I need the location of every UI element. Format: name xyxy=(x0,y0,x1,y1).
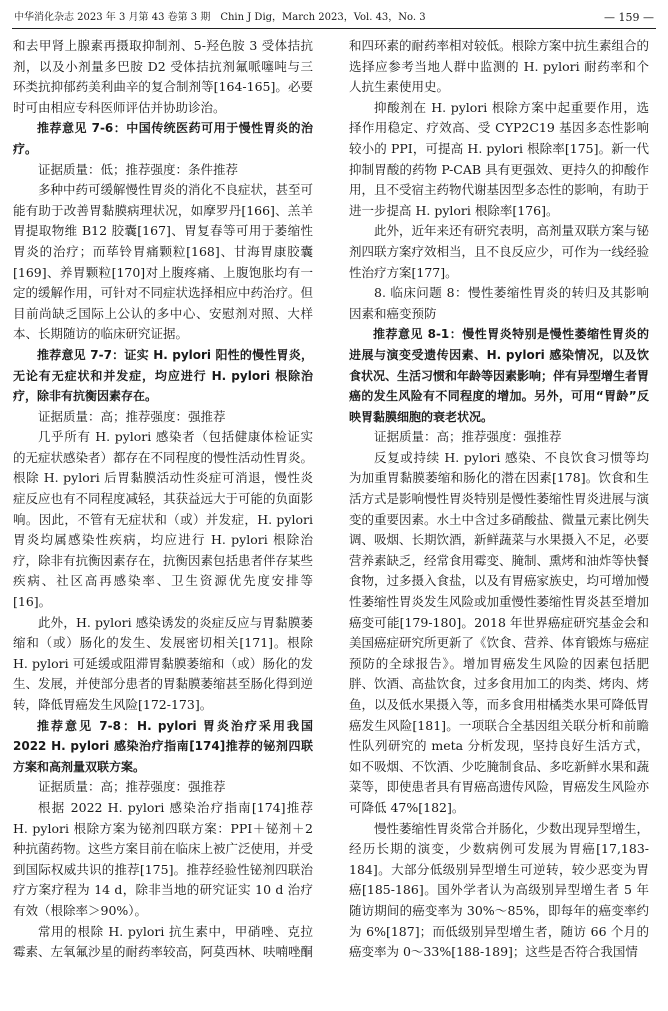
paragraph: 慢性萎缩性胃炎常合并肠化，少数出现异型增生，经历长期的演变，少数病例可发展为胃癌[17,183-184]。大部分低级别异型增生可逆转，较少恶变为胃癌[185-186]。国外学者认为高级别异型增生者 5 年随访期间的癌变率为 30%～85%，即每年的癌变率约为 6%[187]；而低级别异型增生者，随访 66 个月的癌变率为 0～33%[188-189]；这些是否符合我国情 xyxy=(349,820,650,960)
evidence-line: 证据质量：高；推荐强度：强推荐 xyxy=(38,408,226,424)
paragraph: 和去甲肾上腺素再摄取抑制剂、5-羟色胺 3 受体拮抗剂，以及小剂量多巴胺 D2 受体拮抗剂氟哌噻吨与三环类抗抑郁药美利曲辛的复合制剂等[164-165]。必要时可由相应专科医师评估并协助诊治。 xyxy=(13,38,313,115)
evidence-line: 证据质量：高；推荐强度：强推荐 xyxy=(38,779,226,795)
paragraph: 此外，H. pylori 感染诱发的炎症反应与胃黏膜萎缩和（或）肠化的发生、发展密切相关[171]。根除 H. pylori 可延缓或阻滞胃黏膜萎缩和（或）肠化的发生、发展，并使部分患者的胃黏膜萎缩甚至肠化得到逆转，降低胃癌发生风险[172-173]。 xyxy=(13,614,314,712)
evidence-line: 证据质量：高；推荐强度：强推荐 xyxy=(374,429,562,445)
section-heading: 8. 临床问题 8：慢性萎缩性胃炎的转归及其影响因素和癌变预防 xyxy=(349,285,649,321)
left-column xyxy=(13,36,313,963)
running-header xyxy=(12,8,656,29)
paragraph: 几乎所有 H. pylori 感染者（包括健康体检证实的无症状感染者）都存在不同程度的慢性活动性胃炎。根除 H. pylori 后胃黏膜活动性炎症可消退，慢性炎症反应也有不同程度减轻，其获益远大于可能的负面影响。因此，不管有无症状和（或）并发症，H. pylori 胃炎均属感染性疾病，均应进行 H. pylori 根除治疗，除非有抗衡因素存在，抗衡因素包括患者伴存某些疾病、社区高再感染率、卫生资源优先度安排等[16]。 xyxy=(13,429,314,610)
recommendation-heading: 推荐意见 7-8：H. pylori 胃炎治疗采用我国 2022 H. pylori 感染治疗指南[174]推荐的铋剂四联方案和高剂量双联方案。 xyxy=(13,718,313,774)
paragraph: 和四环素的耐药率相对较低。根除方案中抗生素组合的选择应参考当地人群中监测的 H. pylori 耐药率和个人抗生素使用史。 xyxy=(349,38,650,95)
paragraph: 常用的根除 H. pylori 抗生素中，甲硝唑、克拉霉素、左氧氟沙星的耐药率较高，阿莫西林、呋喃唑酮 xyxy=(13,923,314,960)
paragraph: 抑酸剂在 H. pylori 根除方案中起重要作用，选择作用稳定、疗效高、受 CYP2C19 基因多态性影响较小的 PPI，可提高 H. pylori 根除率[175]。新一代抑制胃酸的药物 P-CAB 具有更强效、更持久的抑酸作用，且不受宿主药物代谢基因型多态性的影响，有助于进一步提高 H. pylori 根除率[176]。 xyxy=(349,99,650,218)
paragraph: 多种中药可缓解慢性胃炎的消化不良症状，甚至可能有助于改善胃黏膜病理状况，如摩罗丹[166]、羔羊胃提取物维 B12 胶囊[167]、胃复春等可用于萎缩性胃炎的治疗；而荜铃胃痛颗粒[168]、甘海胃康胶囊[169]、养胃颗粒[170]对上腹疼痛、上腹饱胀均有一定的缓解作用，可针对不同症状选择相应中药治疗。但目前尚缺乏国际上公认的多中心、安慰剂对照、大样本、长期随访的临床研究证据。 xyxy=(13,182,314,342)
recommendation-heading: 推荐意见 8-1：慢性胃炎特别是慢性萎缩性胃炎的进展与演变受遗传因素、H. pylori 感染情况，以及饮食状况、生活习惯和年龄等因素影响；伴有异型增生者胃癌的发生风险有不同程度的增加。另外，可用“胃龄”反映胃黏膜细胞的衰老状况。 xyxy=(349,327,650,424)
right-column xyxy=(349,36,649,963)
paragraph: 此外，近年来还有研究表明，高剂量双联方案与铋剂四联方案疗效相当，且不良反应少，可作为一线经验性治疗方案[177]。 xyxy=(349,223,650,280)
recommendation-heading: 推荐意见 7-6：中国传统医药可用于慢性胃炎的治疗。 xyxy=(13,121,313,156)
recommendation-heading: 推荐意见 7-7：证实 H. pylori 阳性的慢性胃炎，无论有无症状和并发症，均应进行 H. pylori 根除治疗，除非有抗衡因素存在。 xyxy=(13,347,313,404)
page-number: — 159 — xyxy=(604,11,654,24)
paragraph: 反复或持续 H. pylori 感染、不良饮食习惯等均为加重胃黏膜萎缩和肠化的潜在因素[178]。饮食和生活方式是影响慢性胃炎特别是慢性萎缩性胃炎进展与演变的重要因素。水土中含过多硝酸盐、微量元素比例失调、吸烟、长期饮酒，新鲜蔬菜与水果摄入不足，必要营养素缺乏，经常食用霉变、腌制、熏烤和油炸等快餐食物，过多摄入食盐，以及有胃癌家族史，均可增加慢性萎缩性胃炎发生风险或加重慢性萎缩性胃炎甚至增加癌变可能[179-180]。2018 年世界癌症研究基金会和美国癌症研究所更新了《饮食、营养、体育锻炼与癌症预防的全球报告》。增加胃癌发生风险的因素包括肥胖、饮酒、高盐饮食，过多食用加工的肉类、烤肉、烤鱼，以及低水果摄入等，而多食用柑橘类水果可降低胃癌发生风险[181]。一项联合全基因组关联分析和前瞻性队列研究的 meta 分析发现，坚持良好生活方式，如不吸烟、不饮酒、少吃腌制食品、多吃新鲜水果和蔬菜等，即使患者具有胃癌高遗传风险，胃癌发生风险亦可降低 47%[182]。 xyxy=(349,449,650,815)
evidence-line: 证据质量：低；推荐强度：条件推荐 xyxy=(38,161,239,177)
paragraph: 根据 2022 H. pylori 感染治疗指南[174]推荐 H. pylori 根除方案为铋剂四联方案：PPI＋铋剂＋2 种抗菌药物。这些方案目前在临床上被广泛使用，并受到国际权威共识的推荐[175]。推荐经验性铋剂四联治疗方案疗程为 14 d，除非当地的研究证实 10 d 治疗有效（根除率＞90%）。 xyxy=(13,799,314,918)
journal-citation: 中华消化杂志 2023 年 3 月第 43 卷第 3 期 Chin J Dig，March 2023，Vol. 43，No. 3 xyxy=(14,12,426,23)
